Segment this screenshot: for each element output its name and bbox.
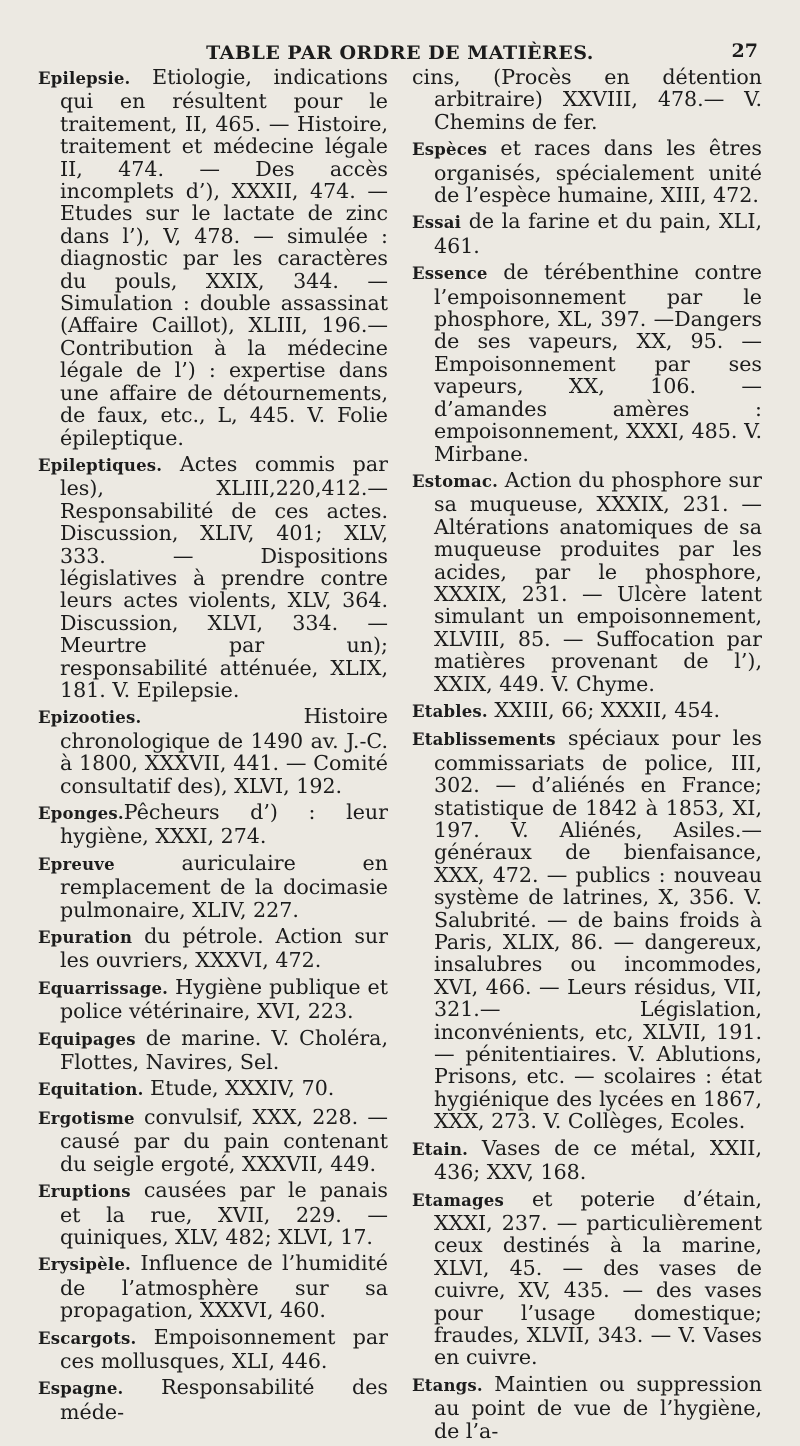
entry-text: Influence de l’humidité de l’atmosphère sur sa propagation, XXXVI, 460.	[60, 1251, 388, 1323]
entry-text: cins, (Procès en détention arbitraire) XXVIII, 478.— V. Chemins de fer.	[412, 65, 762, 134]
index-entry	[412, 727, 762, 1132]
page-number: 27	[731, 40, 758, 62]
index-entry	[412, 66, 762, 133]
entry-text: XXIII, 66; XXXII, 454.	[487, 697, 721, 722]
entry-headword: Eponges.	[38, 804, 124, 823]
index-entry	[412, 261, 762, 465]
entry-text: et poterie d’étain, XXXI, 237. — particulièrement ceux destinés à la marine, XLVI, 45. — des vases de cuivre, XV, 435. — des vases pour l’usage domestique; fraudes, XLVII, 343. — V. Vases en cuivre.	[434, 1186, 762, 1370]
entry-headword: Etamages	[412, 1190, 504, 1210]
entry-text: de la farine et du pain, XLI, 461.	[434, 209, 762, 258]
index-entry	[412, 699, 762, 723]
index-entry	[412, 137, 762, 206]
index-entry	[38, 1376, 388, 1423]
index-entry	[38, 453, 388, 701]
index-entry	[38, 1252, 388, 1321]
index-entry	[38, 66, 388, 449]
index-entry	[38, 976, 388, 1023]
entry-text: Etiologie, indications qui en résultent pour le traitement, II, 465. — Histoire, traitement et médecine légale II, 474. — Des accès incomplets d’), XXXII, 474. — Etudes sur le lactate de zinc dans l’), V, 478. — simulée : diagnostic par les caractères du pouls, XXIX, 344. — Simulation : double assassinat (Affaire Caillot), XLIII, 196.—Contribution à la médecine légale de l’) : expertise dans une affaire de détournements, de faux, etc., L, 445. V. Folie épileptique.	[60, 65, 388, 450]
entry-headword: Eruptions	[38, 1182, 131, 1202]
entry-text: spéciaux pour les commissariats de police, III, 302. — d’aliénés en France; statistique de 1842 à 1853, XI, 197. V. Aliénés, Asiles.—généraux de bienfaisance, XXX, 472. — publics : nouveau système de latrines, X, 356. V. Salubrité. — de bains froids à Paris, XLIX, 86. — dangereux, insalubres ou incommodes, XVI, 466. — Leurs résidus, VII, 321.— Législation, inconvénients, etc, XLVII, 191. — pénitentiaires. V. Ablutions, Prisons, etc. — scolaires : état hygiénique des lycées en 1867, XXX, 273. V. Collèges, Ecoles.	[434, 726, 762, 1134]
entry-headword: Etables.	[412, 701, 488, 721]
entry-headword: Etain.	[412, 1139, 469, 1159]
entry-headword: Equitation.	[38, 1080, 144, 1100]
entry-text: auriculaire en remplacement de la docimasie pulmonaire, XLIV, 227.	[60, 850, 388, 922]
index-entry	[38, 705, 388, 797]
entry-text: Actes commis par les), XLIII,220,412.—Responsabilité de ces actes. Discussion, XLIV, 401; XLV, 333. — Dispositions législatives à prendre contre leurs actes violents, XLV, 364. Discussion, XLVI, 334. — Meurtre par un); responsabilité atténuée, XLIX, 181. V. Epilepsie.	[60, 451, 388, 702]
entry-headword: Equipages	[38, 1029, 136, 1049]
entry-text: Hygiène publique et police vétérinaire, XVI, 223.	[60, 974, 388, 1024]
entry-text: Pêcheurs d’) : leur hygiène, XXXI, 274.	[60, 800, 388, 849]
index-entry	[38, 852, 388, 921]
index-entry	[412, 469, 762, 695]
index-entry	[412, 210, 762, 257]
entry-text: Responsabilité des méde-	[60, 1375, 388, 1424]
entry-headword: Espèces	[412, 140, 488, 160]
index-entry	[38, 801, 388, 848]
entry-text: de térébenthine contre l’empoisonnement par le phosphore, XL, 397. —Dangers de ses vapeurs, XX, 95. — Empoisonnement par ses vapeurs, XX, 106. — d’amandes amères : empoisonnement, XXXI, 485. V. Mirbane.	[434, 260, 762, 466]
index-entry	[412, 1137, 762, 1184]
entry-headword: Epuration	[38, 928, 133, 948]
entry-text: et races dans les êtres organisés, spécialement unité de l’espèce humaine, XIII, 472.	[434, 136, 762, 208]
entry-headword: Equarrissage.	[38, 978, 169, 998]
index-entry	[38, 1179, 388, 1248]
entry-headword: Etangs.	[412, 1375, 483, 1395]
entry-headword: Erysipèle.	[38, 1255, 131, 1275]
index-entry	[38, 1077, 388, 1101]
entry-headword: Epreuve	[38, 854, 115, 874]
entry-text: Etude, XXXIV, 70.	[143, 1076, 335, 1101]
entry-headword: Epizooties.	[38, 708, 142, 728]
entry-text: de marine. V. Choléra, Flottes, Navires, Sel.	[60, 1025, 388, 1075]
entry-headword: Essai	[412, 213, 462, 233]
entry-headword: Etablissements	[412, 730, 556, 750]
entry-text: convulsif, XXX, 228. — causé par du pain contenant du seigle ergoté, XXXVII, 449.	[60, 1104, 388, 1176]
left-column	[38, 66, 388, 1446]
entry-text: Empoisonnement par ces mollusques, XLI, 446.	[60, 1324, 388, 1373]
entry-headword: Epileptiques.	[38, 455, 163, 475]
entry-headword: Ergotisme	[38, 1108, 135, 1128]
entry-text: Histoire chronologique de 1490 av. J.-C. à 1800, XXXVII, 441. — Comité consultatif des), XLVI, 192.	[60, 704, 388, 798]
entry-text: Maintien ou suppression au point de vue de l’hygiène, de l’a-	[434, 1371, 762, 1443]
page-header	[38, 36, 762, 66]
index-entry	[38, 925, 388, 972]
entry-text: Action du phosphore sur sa muqueuse, XXXIX, 231. — Altérations anatomiques de sa muqueuse produites par les acides, par le phosphore, XXXIX, 231. — Ulcère latent simulant un empoisonnement, XLVIII, 85. — Suffocation par matières provenant de l’), XXIX, 449. V. Chyme.	[434, 467, 762, 696]
index-entry	[412, 1373, 762, 1442]
index-columns	[38, 66, 762, 1446]
right-column	[412, 66, 762, 1446]
entry-headword: Escargots.	[38, 1328, 137, 1348]
running-title: TABLE PAR ORDRE DE MATIÈRES.	[206, 42, 594, 64]
entry-text: Vases de ce métal, XXII, 436; XXV, 168.	[434, 1135, 762, 1185]
index-entry	[38, 1326, 388, 1373]
index-entry	[38, 1106, 388, 1175]
entry-headword: Essence	[412, 264, 488, 284]
entry-headword: Epilepsie.	[38, 69, 131, 88]
entry-headword: Espagne.	[38, 1379, 124, 1399]
entry-headword: Estomac.	[412, 471, 499, 491]
index-entry	[38, 1027, 388, 1074]
entry-text: du pétrole. Action sur les ouvriers, XXXVI, 472.	[60, 924, 388, 973]
entry-text: causées par le panais et la rue, XVII, 229. — quiniques, XLV, 482; XLVI, 17.	[60, 1178, 388, 1249]
index-entry	[412, 1188, 762, 1369]
